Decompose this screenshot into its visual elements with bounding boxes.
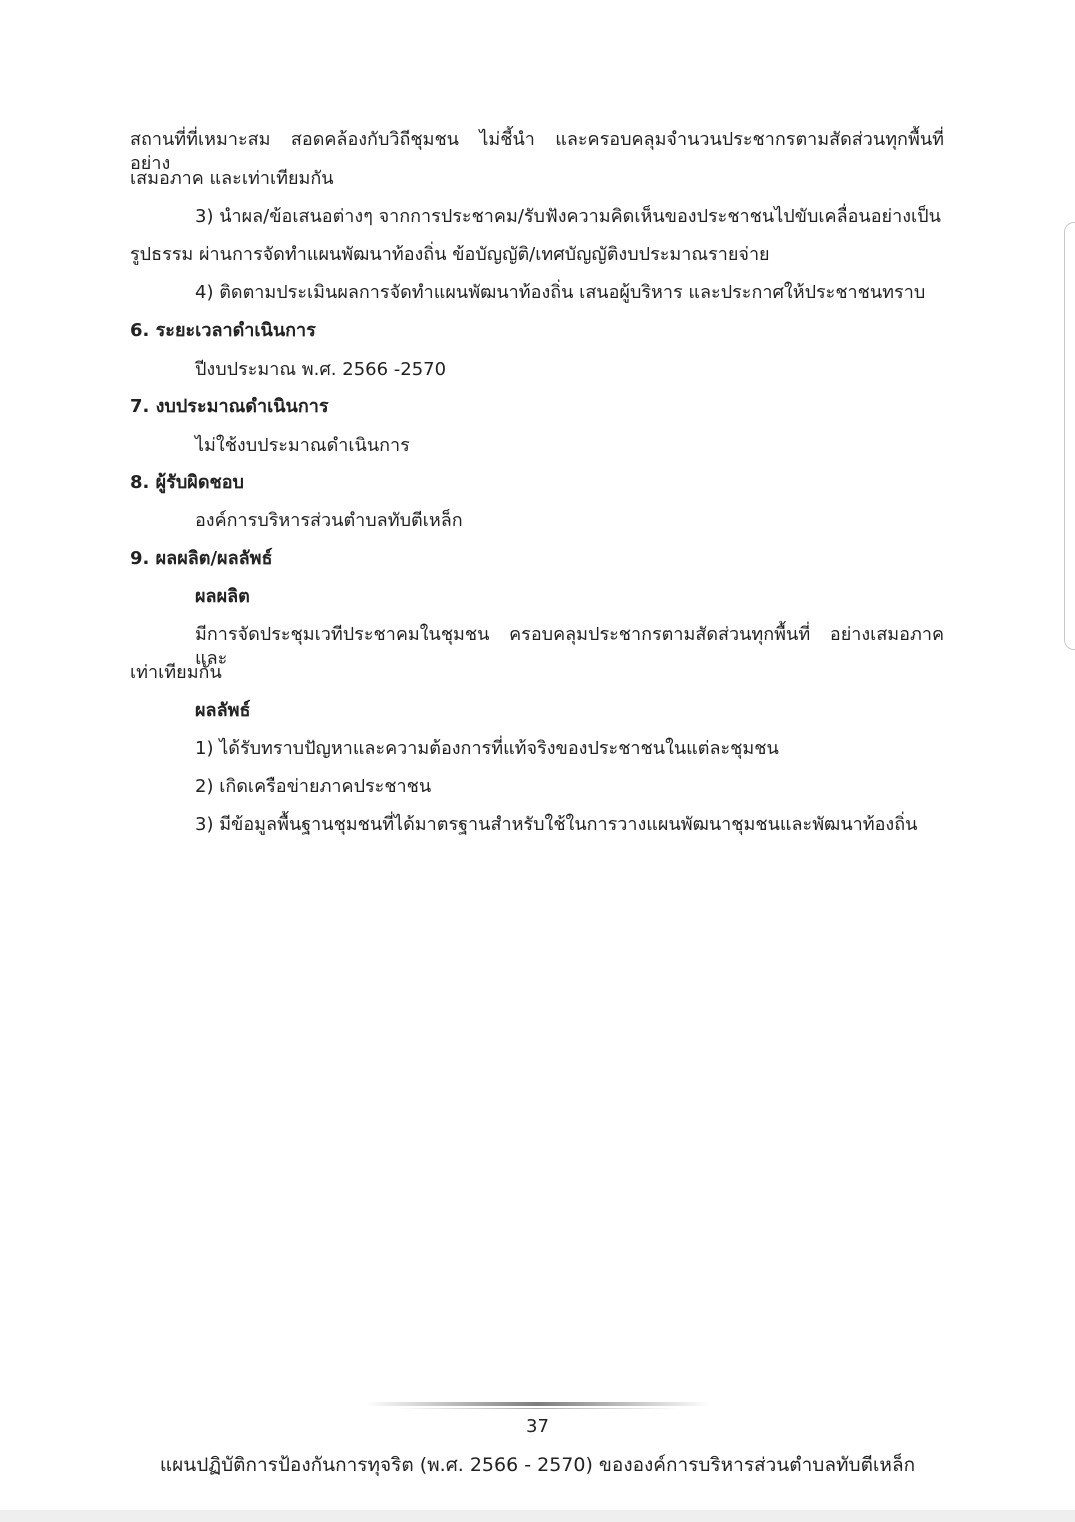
section-heading-responsible: 8. ผู้รับผิดชอบ xyxy=(130,472,244,493)
paragraph-line: 3) นำผล/ข้อเสนอต่างๆ จากการประชาคม/รับฟังความคิดเห็นของประชาชนไปขับเคลื่อนอย่างเป็น xyxy=(195,206,941,227)
bottom-strip xyxy=(0,1510,1075,1522)
paragraph-line: สถานที่ที่เหมาะสม สอดคล้องกับวิถีชุมชน ไม่ชี้นำ และครอบคลุมจำนวนประชากรตามสัดส่วนทุกพื้นที่ อย่าง xyxy=(130,129,944,174)
outcome-item: 3) มีข้อมูลพื้นฐานชุมชนที่ได้มาตรฐานสำหรับใช้ในการวางแผนพัฒนาชุมชนและพัฒนาท้องถิ่น xyxy=(195,814,918,835)
section-text-duration: ปีงบประมาณ พ.ศ. 2566 -2570 xyxy=(195,359,447,380)
side-scroll-handle[interactable] xyxy=(1064,222,1075,650)
paragraph-line: เสมอภาค และเท่าเทียมกัน xyxy=(130,168,334,189)
output-text-line: เท่าเทียมกัน xyxy=(130,662,222,683)
section-heading-duration: 6. ระยะเวลาดำเนินการ xyxy=(130,320,316,341)
footer-title: แผนปฏิบัติการป้องกันการทุจริต (พ.ศ. 2566 - 2570) ขององค์การบริหารส่วนตำบลทับตีเหล็ก xyxy=(159,1454,916,1476)
section-heading-results: 9. ผลผลิต/ผลลัพธ์ xyxy=(130,548,273,569)
outcome-item: 2) เกิดเครือข่ายภาคประชาชน xyxy=(195,776,432,797)
paragraph-line: 4) ติดตามประเมินผลการจัดทำแผนพัฒนาท้องถิ่น เสนอผู้บริหาร และประกาศให้ประชาชนทราบ xyxy=(195,282,926,303)
section-text-responsible: องค์การบริหารส่วนตำบลทับตีเหล็ก xyxy=(195,510,463,531)
section-heading-budget: 7. งบประมาณดำเนินการ xyxy=(130,396,329,417)
subheading-output: ผลผลิต xyxy=(195,586,250,607)
section-text-budget: ไม่ใช้งบประมาณดำเนินการ xyxy=(195,435,410,456)
page-number: 37 xyxy=(526,1416,549,1437)
paragraph-line: รูปธรรม ผ่านการจัดทำแผนพัฒนาท้องถิ่น ข้อบัญญัติ/เทศบัญญัติงบประมาณรายจ่าย xyxy=(130,244,770,265)
footer-divider-thin xyxy=(395,1408,680,1409)
outcome-item: 1) ได้รับทราบปัญหาและความต้องการที่แท้จริงของประชาชนในแต่ละชุมชน xyxy=(195,738,779,759)
output-text-line: มีการจัดประชุมเวทีประชาคมในชุมชน ครอบคลุมประชากรตามสัดส่วนทุกพื้นที่ อย่างเสมอภาค และ xyxy=(195,624,944,669)
footer-divider xyxy=(365,1402,710,1406)
subheading-outcome: ผลลัพธ์ xyxy=(195,700,251,721)
